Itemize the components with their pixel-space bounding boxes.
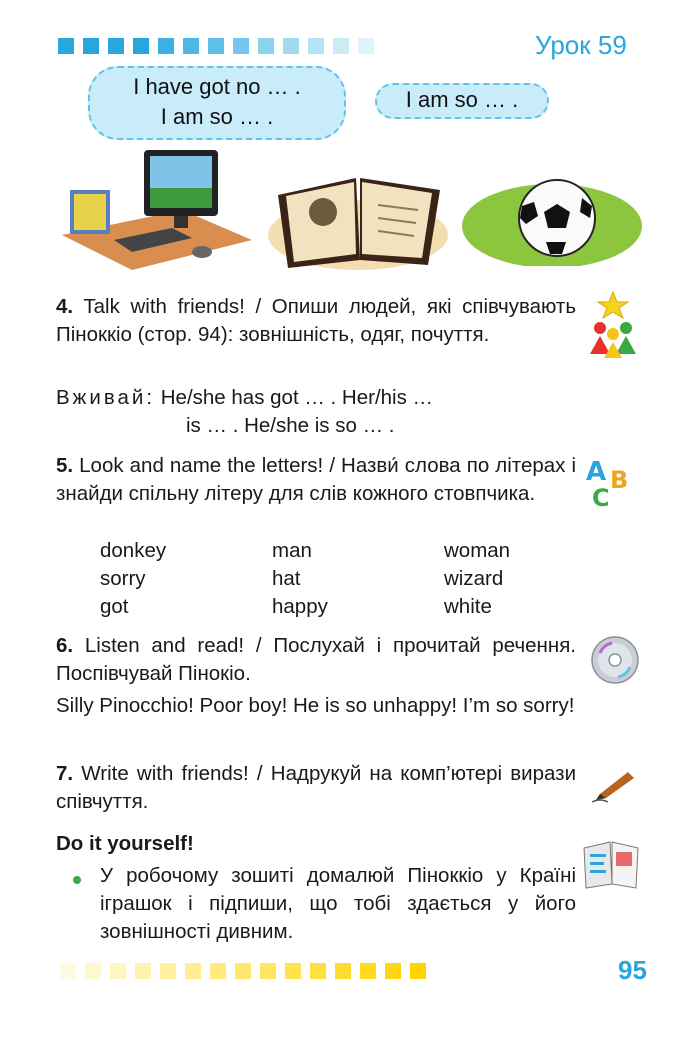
word-item: donkey	[100, 539, 167, 562]
decoration-square	[333, 38, 349, 54]
task-6-english: Listen and read!	[84, 634, 245, 657]
word-item: woman	[444, 539, 511, 562]
use-label: Вживай:	[56, 386, 156, 409]
task-5-ukrainian: / Назви́ слова по літерах і знайди спільну літеру для слів кожного стовпчика.	[56, 454, 576, 505]
task-5-english: Look and name the letters!	[79, 454, 324, 477]
decoration-square	[110, 963, 126, 979]
task-7-number: 7.	[56, 762, 74, 785]
task-4-ukrainian: / Опиши людей, які співчувають Піноккіо (стор. 94): зовнішність, одяг, почуття.	[56, 295, 577, 346]
task-6-number: 6.	[56, 634, 74, 657]
decoration-square	[385, 963, 401, 979]
word-item: sorry	[100, 567, 146, 590]
decoration-square	[160, 963, 176, 979]
word-item: hat	[272, 567, 301, 590]
decoration-square	[310, 963, 326, 979]
task-4-number: 4.	[56, 295, 74, 318]
diy-text: У робочому зошиті домалюй Піноккіо у Країні іграшок і підпиши, що тобі здається у його зовнішності дивним.	[100, 864, 576, 943]
decoration-square	[283, 38, 299, 54]
task-7-english: Write with friends!	[81, 762, 249, 785]
diy-title: Do it yourself!	[56, 832, 194, 855]
decoration-square	[108, 38, 124, 54]
word-item: white	[444, 595, 492, 618]
footer-decoration-squares	[60, 963, 426, 979]
decoration-square	[135, 963, 151, 979]
decoration-square	[360, 963, 376, 979]
decoration-square	[233, 38, 249, 54]
decoration-square	[208, 38, 224, 54]
decoration-square	[83, 38, 99, 54]
decoration-square	[183, 38, 199, 54]
decoration-square	[158, 38, 174, 54]
task-5-number: 5.	[56, 454, 74, 477]
task-7-ukrainian: / Надрукуй на комп’ютері вирази співчуття.	[56, 762, 577, 813]
decoration-square	[185, 963, 201, 979]
speech-bubble-right	[375, 83, 549, 119]
speech-bubble-left	[88, 66, 346, 140]
word-item: man	[272, 539, 312, 562]
task-4-use-line-1	[56, 384, 576, 412]
svg-text:C: C	[592, 484, 610, 510]
decoration-square	[58, 38, 74, 54]
use-phrase-1: He/she has got … . Her/his …	[160, 386, 434, 409]
decoration-square	[358, 38, 374, 54]
decoration-square	[410, 963, 426, 979]
word-grid	[100, 537, 616, 621]
task-5	[56, 452, 576, 508]
pen-writing-icon	[590, 768, 636, 804]
green-bullet-icon	[73, 876, 81, 884]
decoration-square	[258, 38, 274, 54]
computer-illustration	[62, 140, 252, 270]
lesson-title: Урок 59	[535, 30, 627, 60]
task-7	[56, 760, 576, 816]
task-6-text: Silly Pinocchio! Poor boy! He is so unhappy! I’m so sorry!	[56, 694, 575, 717]
task-4-use-line-2: is … . He/she is so … .	[186, 414, 395, 437]
page-number: 95	[618, 955, 647, 985]
book-illustration	[268, 150, 448, 275]
decoration-square	[235, 963, 251, 979]
word-item: happy	[272, 595, 328, 618]
task-4-english: Talk with friends!	[83, 295, 245, 318]
decoration-square	[60, 963, 76, 979]
decoration-square	[85, 963, 101, 979]
cd-disc-icon	[590, 635, 640, 685]
bubble-text: I am so … .	[405, 87, 519, 112]
abc-letters-icon	[584, 454, 640, 510]
friends-talk-icon	[586, 290, 640, 360]
word-item: wizard	[444, 567, 504, 590]
task-6-ukrainian: / Послухай і прочитай речення. Поспівчувай Пінокіо.	[56, 634, 576, 685]
decoration-square	[210, 963, 226, 979]
bubble-line-1: I have got no … .	[133, 74, 301, 99]
svg-text:B: B	[610, 466, 629, 494]
decoration-square	[335, 963, 351, 979]
football-illustration	[462, 176, 642, 266]
decoration-square	[133, 38, 149, 54]
word-item: got	[100, 595, 129, 618]
task-4	[56, 293, 576, 349]
decoration-square	[308, 38, 324, 54]
header-decoration-squares	[58, 38, 374, 54]
bubble-line-2: I am so … .	[160, 104, 274, 129]
decoration-square	[285, 963, 301, 979]
decoration-square	[260, 963, 276, 979]
svg-text:A: A	[586, 457, 607, 487]
workbook-icon	[582, 838, 640, 890]
task-6	[56, 632, 576, 688]
